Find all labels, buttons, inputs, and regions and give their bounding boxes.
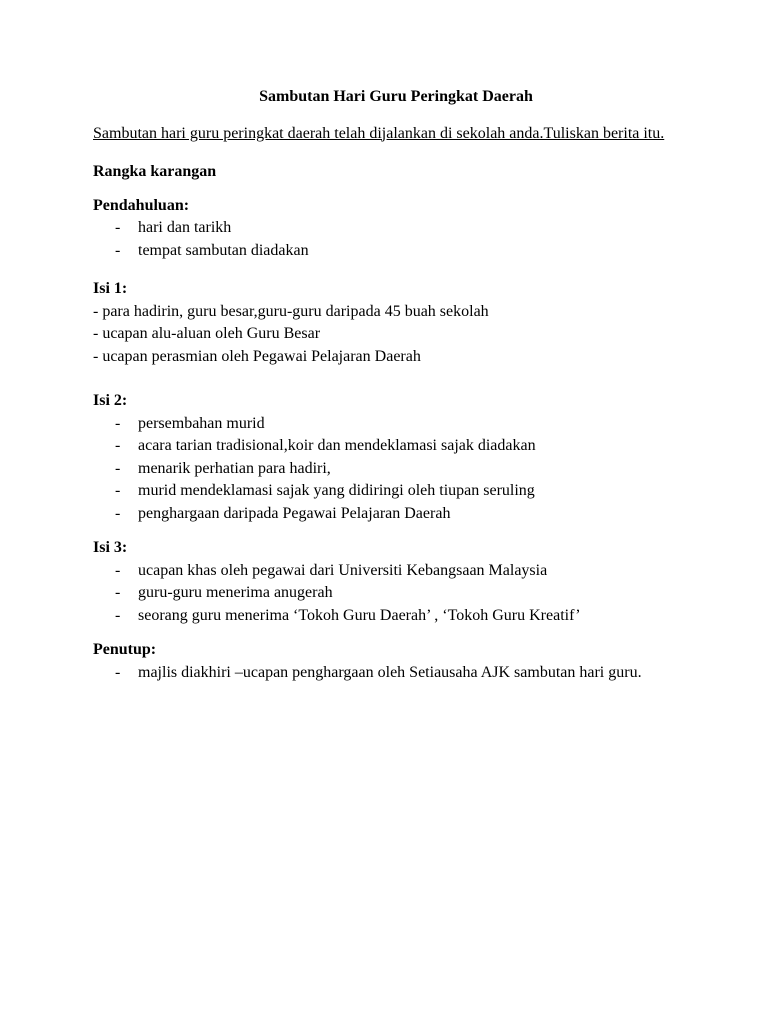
list-item-text: guru-guru menerima anugerah xyxy=(138,584,333,601)
list-pendahuluan xyxy=(93,217,693,262)
dash-marker: - xyxy=(115,504,121,522)
list-isi-2 xyxy=(93,413,693,526)
list-item xyxy=(93,662,693,685)
list-item xyxy=(93,240,693,263)
dash-marker: - xyxy=(115,241,121,259)
list-item-text: murid mendeklamasi sajak yang didiringi oleh tiupan seruling xyxy=(138,482,535,499)
list-item-text: penghargaan daripada Pegawai Pelajaran Daerah xyxy=(138,504,451,522)
list-item: - para hadirin, guru besar,guru-guru daripada 45 buah sekolah xyxy=(93,302,489,320)
dash-marker: - xyxy=(115,561,121,579)
list-item: - ucapan perasmian oleh Pegawai Pelajaran Daerah xyxy=(93,347,421,365)
list-item xyxy=(93,217,693,240)
heading-pendahuluan: Pendahuluan: xyxy=(93,196,190,214)
list-item-text: ucapan khas oleh pegawai dari Universiti Kebangsaan Malaysia xyxy=(138,561,548,579)
list-item-text: tempat sambutan diadakan xyxy=(138,241,309,259)
list-penutup xyxy=(93,662,693,685)
heading-isi-1: Isi 1: xyxy=(93,280,128,297)
list-item xyxy=(93,458,693,481)
list-item xyxy=(93,582,693,605)
list-item-text: hari dan tarikh xyxy=(138,219,232,236)
list-item xyxy=(93,503,693,526)
list-item xyxy=(93,480,693,503)
list-item-text: persembahan murid xyxy=(138,414,265,432)
list-item-text: majlis diakhiri –ucapan penghargaan oleh Setiausaha AJK sambutan hari guru. xyxy=(138,663,642,681)
list-isi-1 xyxy=(93,301,693,369)
list-isi-3 xyxy=(93,560,693,628)
document-content xyxy=(93,86,693,684)
list-item xyxy=(93,413,693,436)
document-title: Sambutan Hari Guru Peringkat Daerah xyxy=(259,88,533,105)
dash-marker: - xyxy=(115,414,121,432)
dash-marker: - xyxy=(115,482,121,499)
dash-marker: - xyxy=(115,459,121,477)
heading-isi-2: Isi 2: xyxy=(93,392,128,409)
list-item xyxy=(93,560,693,583)
list-item: - ucapan alu-aluan oleh Guru Besar xyxy=(93,325,321,342)
heading-penutup: Penutup: xyxy=(93,641,157,658)
dash-marker: - xyxy=(115,437,121,454)
list-item-text: seorang guru menerima ‘Tokoh Guru Daerah’ , ‘Tokoh Guru Kreatif’ xyxy=(138,606,581,624)
list-item-text: acara tarian tradisional,koir dan mendeklamasi sajak diadakan xyxy=(138,437,536,454)
dash-marker: - xyxy=(115,584,121,601)
dash-marker: - xyxy=(115,663,121,681)
heading-rangka-karangan: Rangka karangan xyxy=(93,163,217,180)
heading-isi-3: Isi 3: xyxy=(93,539,128,556)
list-item-text: menarik perhatian para hadiri, xyxy=(138,459,331,477)
dash-marker: - xyxy=(115,606,121,624)
list-item xyxy=(93,435,693,458)
task-instruction: Sambutan hari guru peringkat daerah telah dijalankan di sekolah anda.Tuliskan berita itu. xyxy=(93,124,665,142)
dash-marker: - xyxy=(115,219,121,236)
list-item xyxy=(93,605,693,628)
